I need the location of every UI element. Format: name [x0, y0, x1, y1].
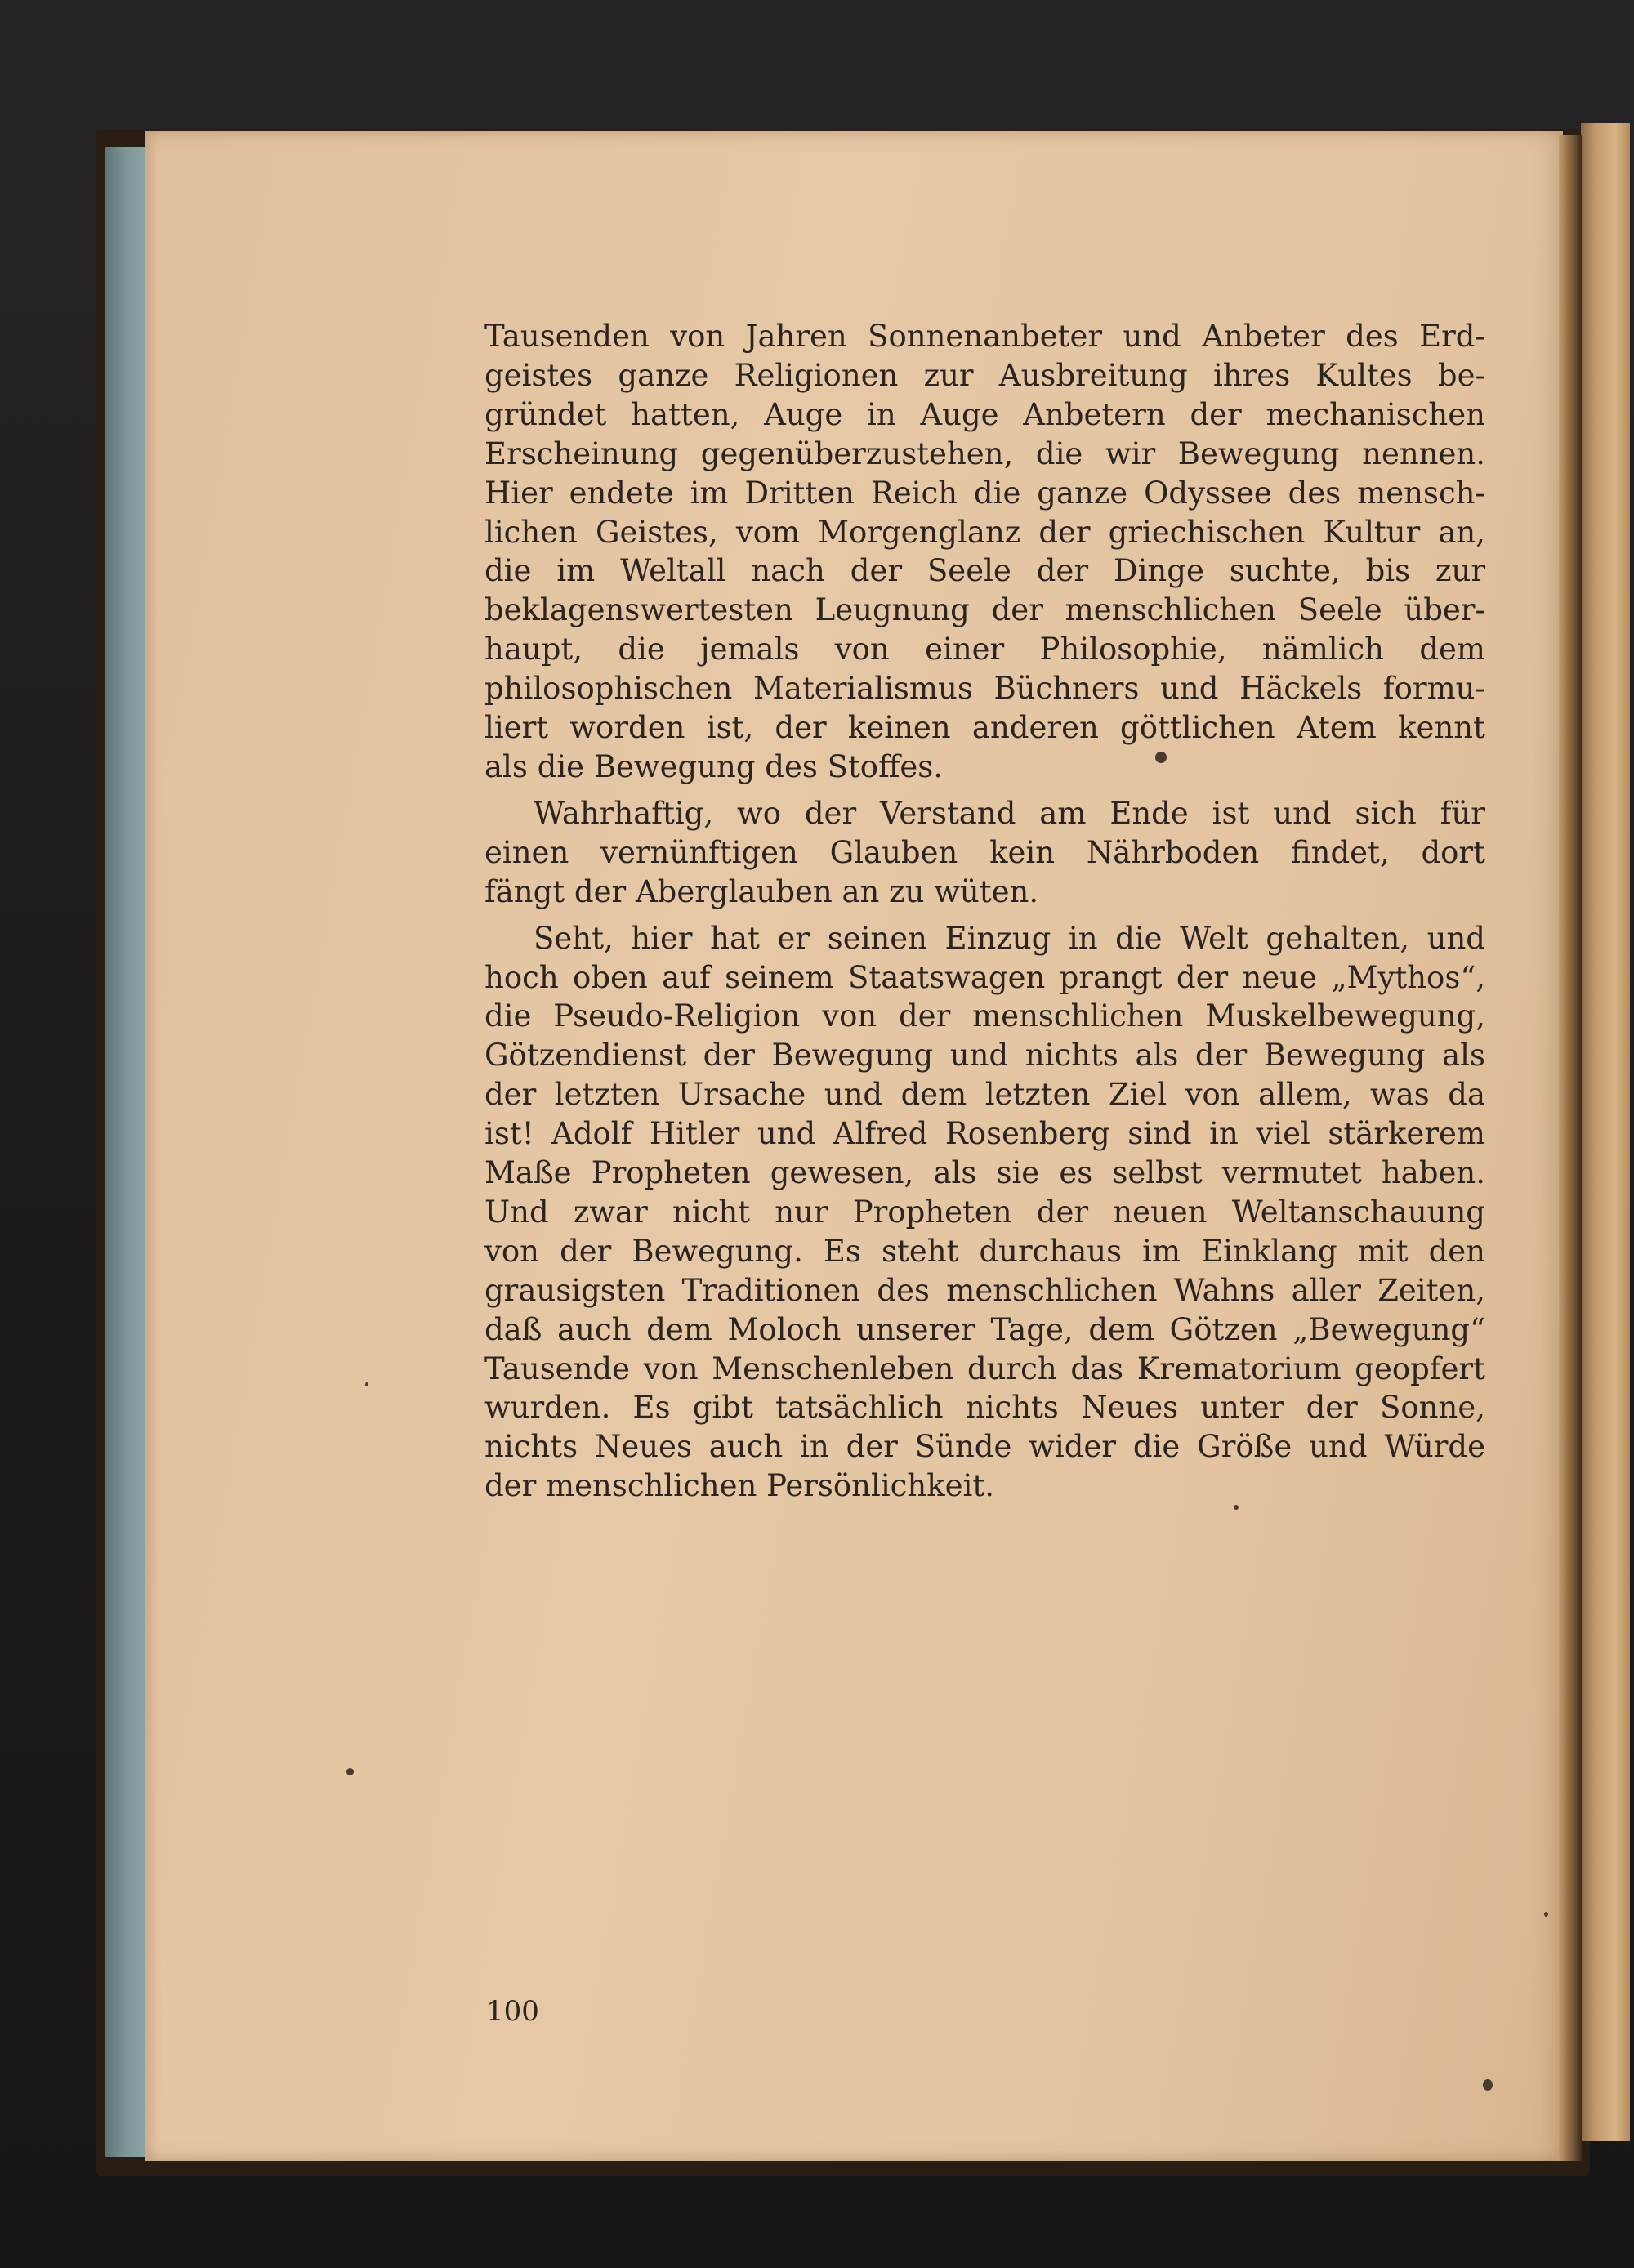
- facing-page-edge: [1581, 123, 1630, 2141]
- text-line: geistes ganze Religionen zur Ausbreitung ihres Kultes be-: [484, 357, 1485, 393]
- text-line: liert worden ist, der keinen anderen göttlichen Atem kennt: [484, 710, 1485, 746]
- paper-speck: [346, 1768, 354, 1775]
- text-line: grausigsten Traditionen des menschlichen Wahns aller Zeiten,: [484, 1272, 1485, 1308]
- text-line: Hier endete im Dritten Reich die ganze Odyssee des mensch-: [484, 475, 1485, 511]
- paper-speck: [1483, 2079, 1493, 2091]
- page-number: 100: [486, 1995, 539, 2028]
- paragraph-2: [484, 794, 1485, 912]
- text-line: Götzendienst der Bewegung und nichts als der Bewegung als: [484, 1038, 1485, 1074]
- text-line: fängt der Aberglauben an zu wüten.: [484, 873, 1039, 909]
- page-gutter: [1559, 135, 1582, 2161]
- text-line: daß auch dem Moloch unserer Tage, dem Götzen „Bewegung“: [484, 1311, 1485, 1347]
- paper-speck: [365, 1382, 368, 1386]
- paper-speck: [1155, 752, 1167, 763]
- text-line: Erscheinung gegenüberzustehen, die wir Bewegung nennen.: [484, 435, 1485, 471]
- paragraph-3: [484, 919, 1485, 1507]
- text-line: einen vernünftigen Glauben kein Nährboden findet, dort: [484, 834, 1485, 870]
- text-line: haupt, die jemals von einer Philosophie, nämlich dem: [484, 632, 1485, 667]
- text-line: Und zwar nicht nur Propheten der neuen Weltanschauung: [484, 1194, 1485, 1230]
- text-line: als die Bewegung des Stoffes.: [484, 748, 944, 784]
- text-line: Tausenden von Jahren Sonnenanbeter und Anbeter des Erd-: [484, 319, 1485, 354]
- text-line: ist! Adolf Hitler und Alfred Rosenberg sind in viel stärkerem: [484, 1116, 1485, 1152]
- paper-speck: [1544, 1912, 1548, 1917]
- text-line: die Pseudo-Religion von der menschlichen Muskelbewegung,: [484, 998, 1485, 1034]
- text-line: Wahrhaftig, wo der Verstand am Ende ist und sich für: [534, 795, 1485, 831]
- text-line: nichts Neues auch in der Sünde wider die Größe und Würde: [484, 1429, 1485, 1465]
- text-line: der letzten Ursache und dem letzten Ziel von allem, was da: [484, 1077, 1485, 1113]
- text-line: beklagenswertesten Leugnung der menschlichen Seele über-: [484, 592, 1485, 628]
- text-line: Maße Propheten gewesen, als sie es selbst vermutet haben.: [484, 1155, 1485, 1191]
- text-line: philosophischen Materialismus Büchners und Häckels formu-: [484, 671, 1485, 707]
- text-line: Seht, hier hat er seinen Einzug in die Welt gehalten, und: [534, 920, 1485, 956]
- text-line: hoch oben auf seinem Staatswagen prangt der neue „Mythos“,: [484, 959, 1485, 995]
- text-line: die im Weltall nach der Seele der Dinge suchte, bis zur: [484, 553, 1485, 589]
- text-line: lichen Geistes, vom Morgenglanz der griechischen Kultur an,: [484, 514, 1485, 550]
- paragraph-1: [484, 317, 1485, 787]
- text-line: der menschlichen Persönlichkeit.: [484, 1468, 994, 1504]
- text-line: Tausende von Menschenleben durch das Krematorium geopfert: [484, 1351, 1485, 1386]
- text-line: gründet hatten, Auge in Auge Anbetern der mechanischen: [484, 396, 1485, 432]
- text-line: wurden. Es gibt tatsächlich nichts Neues unter der Sonne,: [484, 1390, 1485, 1426]
- paper-speck: [1234, 1505, 1239, 1510]
- page-text: [484, 317, 1485, 1506]
- text-line: von der Bewegung. Es steht durchaus im Einklang mit den: [484, 1233, 1485, 1269]
